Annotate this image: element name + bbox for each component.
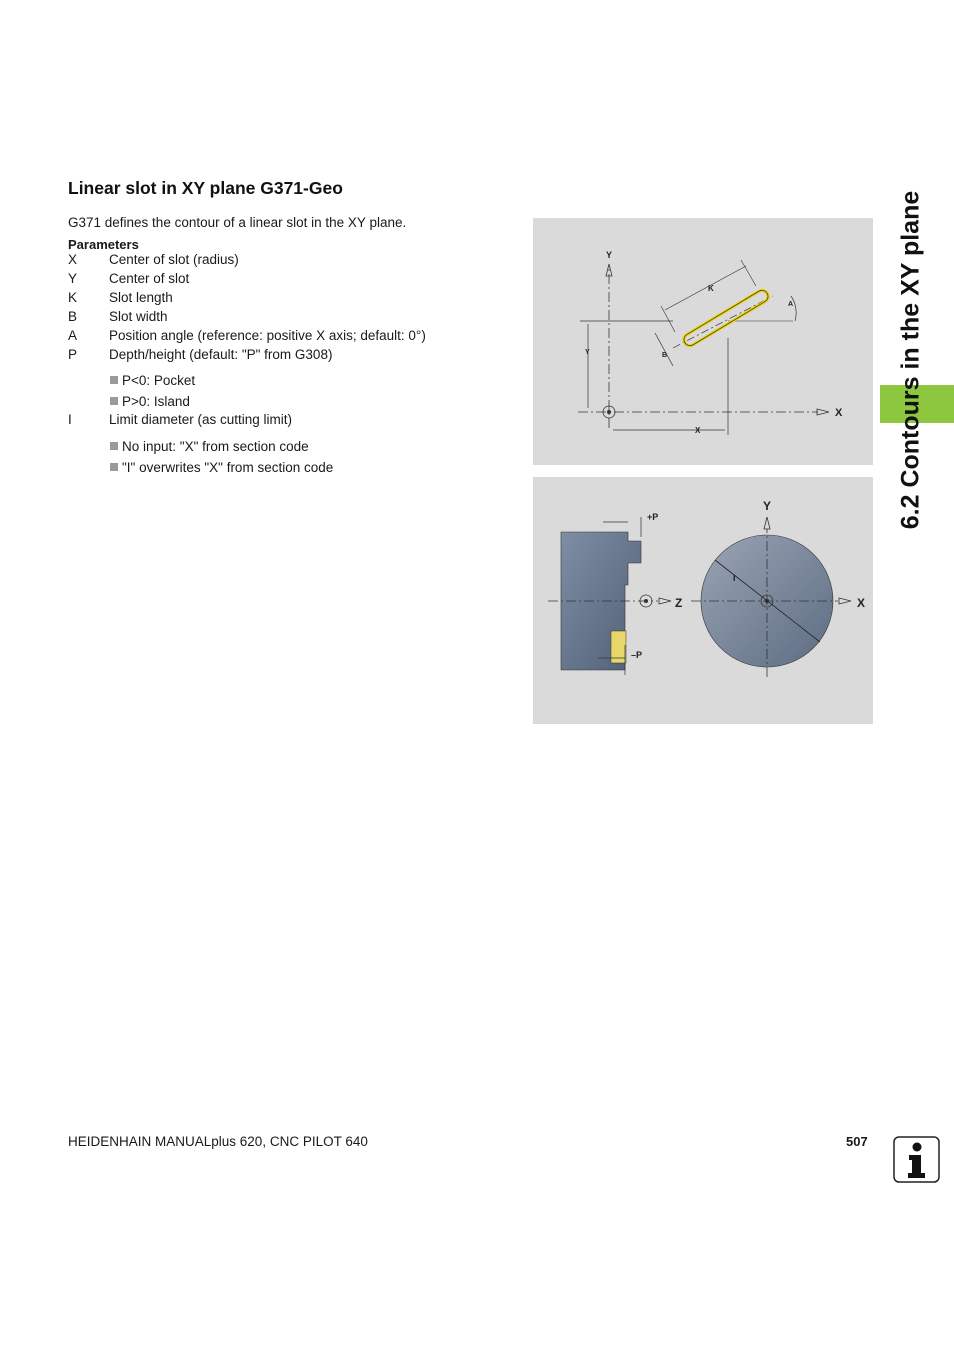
param-desc: Depth/height (default: "P" from G308) — [109, 347, 333, 362]
param-key: A — [68, 328, 78, 343]
label-plus-p: +P — [647, 512, 659, 522]
bullet-square-icon — [110, 397, 118, 405]
param-desc: Slot width — [109, 309, 168, 324]
param-key: Y — [68, 271, 78, 286]
param-desc: Position angle (reference: positive X axis; default: 0°) — [109, 328, 426, 343]
chapter-title-text: 6.2 Contours in the XY plane — [896, 190, 925, 530]
bullet-square-icon — [110, 463, 118, 471]
section-title: Linear slot in XY plane G371-Geo — [68, 178, 343, 198]
page-number: 507 — [846, 1134, 868, 1149]
label-b: B — [662, 352, 668, 359]
axis-x-label: X — [835, 407, 843, 419]
parameters-heading: Parameters — [68, 237, 139, 252]
axis-y-label: Y — [606, 250, 613, 260]
depth-diameter-drawing — [533, 477, 873, 724]
param-key: I — [68, 412, 72, 427]
option-text: "I" overwrites "X" from section code — [122, 460, 334, 475]
axis-z-label: Z — [675, 596, 683, 610]
param-key: K — [68, 290, 78, 305]
label-minus-p: –P — [631, 650, 643, 660]
label-a: A — [788, 301, 794, 308]
option-text: No input: "X" from section code — [122, 439, 309, 454]
intro-text: G371 defines the contour of a linear slot in the XY plane. — [68, 215, 407, 230]
param-desc: Center of slot (radius) — [109, 252, 239, 267]
param-key: X — [68, 252, 78, 267]
param-desc: Slot length — [109, 290, 173, 305]
label-k: K — [708, 284, 714, 293]
p-option-island — [110, 394, 190, 409]
slot-geometry-drawing — [533, 218, 873, 465]
axis-x-label: X — [857, 596, 866, 610]
bullet-square-icon — [110, 376, 118, 384]
option-text: P<0: Pocket — [122, 373, 196, 388]
bullet-square-icon — [110, 442, 118, 450]
param-key: B — [68, 309, 78, 324]
slot-geometry-figure — [533, 218, 873, 465]
info-icon — [893, 1136, 940, 1183]
param-desc: Center of slot — [109, 271, 190, 286]
param-desc: Limit diameter (as cutting limit) — [109, 412, 293, 427]
i-option-overwrite — [110, 460, 333, 475]
option-text: P>0: Island — [122, 394, 190, 409]
depth-diameter-figure — [533, 477, 873, 724]
p-option-pocket — [110, 373, 195, 388]
axis-y-label: Y — [763, 499, 772, 513]
param-key: P — [68, 347, 78, 362]
i-option-no-input — [110, 439, 309, 454]
footer-manual-name: HEIDENHAIN MANUALplus 620, CNC PILOT 640 — [68, 1134, 368, 1149]
dim-y-label: Y — [585, 349, 590, 356]
label-i: I — [733, 573, 736, 583]
dim-x-label: X — [695, 426, 701, 435]
